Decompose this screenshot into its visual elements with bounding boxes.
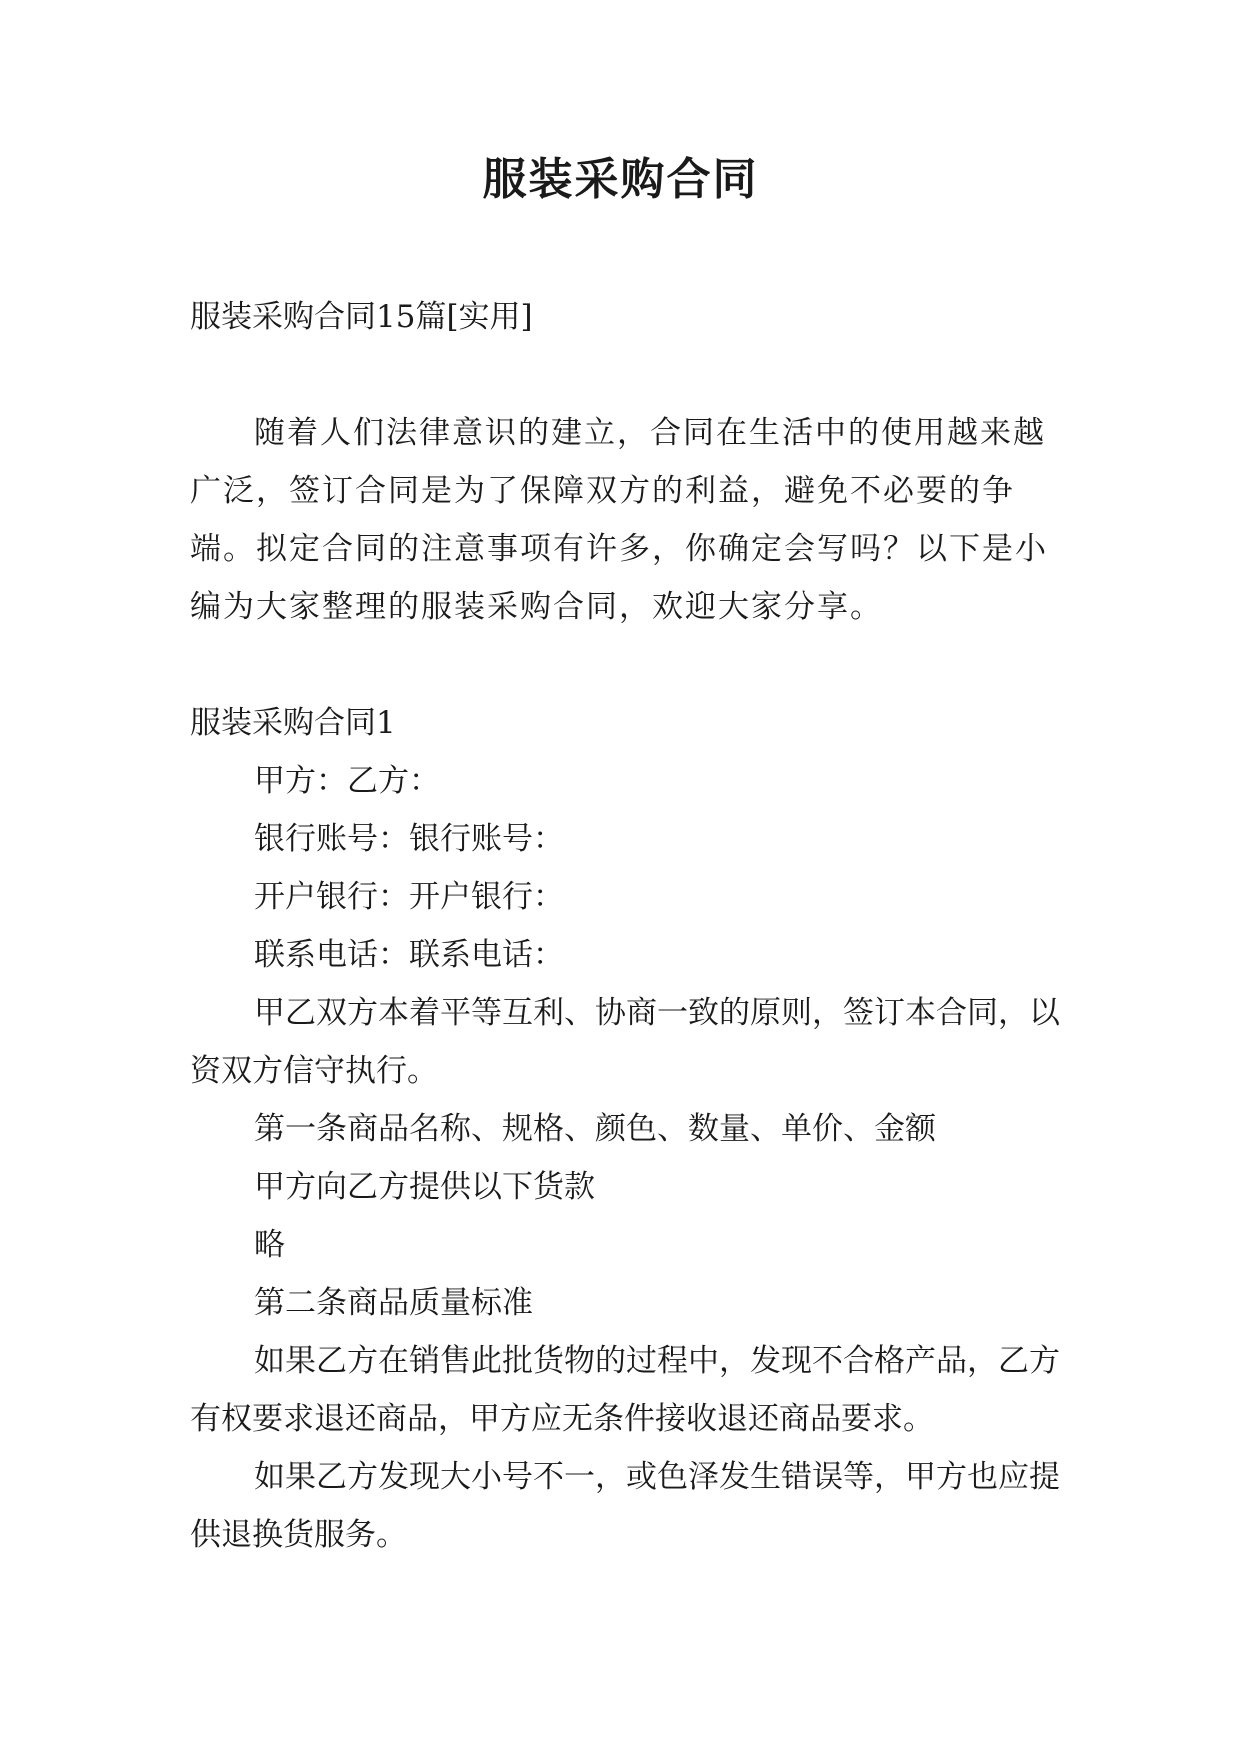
article-two-heading: 第二条商品质量标准 <box>254 1285 533 1321</box>
document-subtitle: 服装采购合同15篇[实用] <box>190 299 533 335</box>
bank-name-line: 开户银行：开户银行： <box>254 879 564 915</box>
document-title: 服装采购合同 <box>482 154 759 205</box>
article-one-heading: 第一条商品名称、规格、颜色、数量、单价、金额 <box>254 1111 936 1147</box>
party-line: 甲方：乙方： <box>254 763 440 799</box>
principle-paragraph: 甲乙双方本着平等互利、协商一致的原则，签订本合同，以资双方信守执行。 <box>190 995 1060 1089</box>
bank-account-line: 银行账号：银行账号： <box>254 821 564 857</box>
article-one-omitted: 略 <box>254 1227 285 1263</box>
quality-return-paragraph: 如果乙方在销售此批货物的过程中，发现不合格产品，乙方有权要求退还商品，甲方应无条件接收退还商品要求。 <box>190 1343 1060 1437</box>
article-one-text: 甲方向乙方提供以下货款 <box>254 1169 595 1205</box>
section-heading: 服装采购合同1 <box>190 705 396 741</box>
exchange-paragraph: 如果乙方发现大小号不一，或色泽发生错误等，甲方也应提供退换货服务。 <box>190 1459 1060 1553</box>
document-body <box>190 288 1060 1564</box>
phone-line: 联系电话：联系电话： <box>254 937 564 973</box>
intro-paragraph: 随着人们法律意识的建立，合同在生活中的使用越来越广泛，签订合同是为了保障双方的利益，避免不必要的争端。拟定合同的注意事项有许多，你确定会写吗？以下是小编为大家整理的服装采购合同，欢迎大家分享。 <box>190 415 1048 625</box>
